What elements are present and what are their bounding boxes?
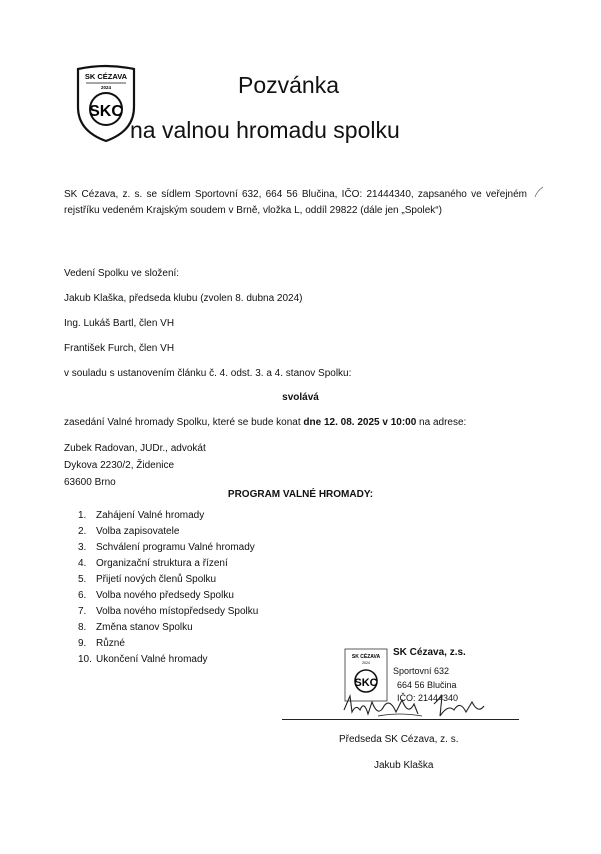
meeting-suffix: na adrese:: [416, 417, 467, 428]
address-line: Zubek Radovan, JUDr., advokát: [64, 443, 206, 454]
margin-mark: [531, 185, 545, 199]
club-logo: [74, 63, 138, 143]
intro-paragraph: SK Cézava, z. s. se sídlem Sportovní 632, 664 56 Blučina, IČO: 21444340, zapsaného ve veřejném rejstříku vedeném Krajským soudem v Brně, vložka L, oddíl 29822 (dále jen „Spolek“): [64, 189, 527, 216]
meeting-prefix: zasedání Valné hromady Spolku, které se bude konat: [64, 417, 304, 428]
logo-year: 2024: [100, 85, 112, 90]
board-member: Jakub Klaška, předseda klubu (zvolen 8. dubna 2024): [64, 293, 303, 304]
meeting-line: [64, 417, 466, 428]
stamp-logo-monogram: SKC: [354, 677, 378, 689]
address-line: 63600 Brno: [64, 477, 116, 488]
signature-line: [282, 719, 519, 720]
stamp-city: 664 56 Blučina: [397, 680, 457, 690]
stamp-logo-year: 2024: [362, 661, 370, 665]
page-title-line2: na valnou hromadu spolku: [130, 117, 400, 143]
logo-monogram: SKC: [89, 103, 123, 120]
page-title-line1: Pozvánka: [238, 72, 340, 98]
program-heading: PROGRAM VALNÉ HROMADY:: [227, 489, 374, 500]
program-item: 2. Volba zapisovatele: [78, 526, 180, 537]
meeting-address: [64, 440, 206, 491]
program-item: 8. Změna stanov Spolku: [78, 622, 193, 633]
board-section: [64, 268, 351, 393]
board-heading: Vedení Spolku ve složení:: [64, 268, 180, 279]
stamp-name: SK Cézava, z.s.: [393, 647, 466, 658]
signer-role: Předseda SK Cézava, z. s.: [339, 734, 459, 745]
handwritten-signature: [338, 690, 488, 720]
program-item: 4. Organizační struktura a řízení: [78, 558, 228, 569]
program-item: 10. Ukončení Valné hromady: [78, 654, 208, 665]
program-item: 5. Přijetí nových členů Spolku: [78, 574, 217, 585]
signer-name: Jakub Klaška: [374, 760, 434, 771]
logo-text-top: SK CÉZAVA: [84, 72, 128, 81]
convenes-word: svolává: [282, 392, 319, 403]
board-member: František Furch, člen VH: [64, 343, 175, 354]
program-item: 9. Různé: [78, 638, 125, 649]
program-item: 7. Volba nového místopředsedy Spolku: [78, 606, 259, 617]
program-item: 3. Schválení programu Valné hromady: [78, 542, 255, 553]
statute-line: v souladu s ustanovením článku č. 4. odst. 3. a 4. stanov Spolku:: [64, 368, 352, 379]
program-list: [78, 510, 258, 670]
board-member: Ing. Lukáš Bartl, člen VH: [64, 318, 175, 329]
stamp-logo-text: SK CÉZAVA: [351, 654, 381, 660]
stamp-ico: IČO: 21444340: [397, 693, 459, 703]
stamp-street: Sportovní 632: [393, 666, 450, 676]
address-line: Dykova 2230/2, Židenice: [64, 460, 175, 471]
meeting-date: dne 12. 08. 2025 v 10:00: [303, 417, 417, 428]
program-item: 6. Volba nového předsedy Spolku: [78, 590, 234, 601]
program-item: 1. Zahájení Valné hromady: [78, 510, 205, 521]
